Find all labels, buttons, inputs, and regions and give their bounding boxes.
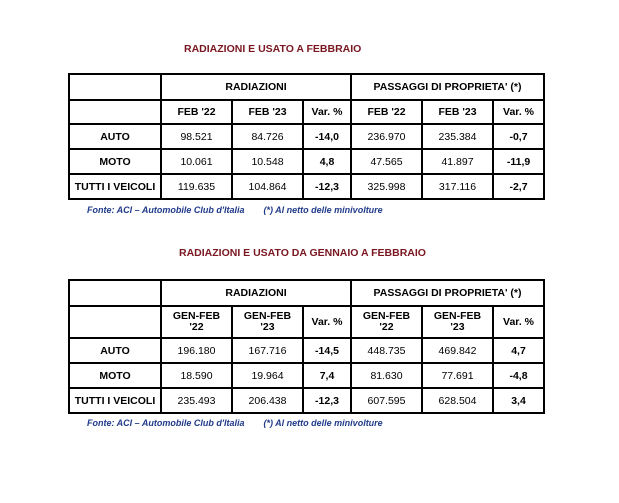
- table-cell: 607.595: [351, 388, 422, 413]
- table2-col-header: GEN-FEB '22: [351, 306, 422, 338]
- table1-title: RADIAZIONI E USATO A FEBBRAIO: [184, 43, 362, 55]
- table2-col-header: GEN-FEB '23: [232, 306, 303, 338]
- table-cell: 196.180: [161, 338, 232, 363]
- table1-corner: [69, 74, 161, 100]
- table1: [68, 73, 545, 200]
- table-cell: 469.842: [422, 338, 493, 363]
- table-row: [69, 174, 544, 199]
- table-cell: 235.384: [422, 124, 493, 149]
- table-cell: 206.438: [232, 388, 303, 413]
- table-cell: 77.691: [422, 363, 493, 388]
- table-cell: 448.735: [351, 338, 422, 363]
- table2-group-passaggi: PASSAGGI DI PROPRIETA' (*): [351, 280, 544, 306]
- table-cell: 18.590: [161, 363, 232, 388]
- table2-subheader-corner: [69, 306, 161, 338]
- table1-group-radiazioni: RADIAZIONI: [161, 74, 351, 100]
- row-label: TUTTI I VEICOLI: [69, 388, 161, 413]
- table-cell: 104.864: [232, 174, 303, 199]
- table-cell: 628.504: [422, 388, 493, 413]
- table1-subheader-corner: [69, 100, 161, 124]
- table-cell: 236.970: [351, 124, 422, 149]
- row-label: MOTO: [69, 363, 161, 388]
- table-cell: 81.630: [351, 363, 422, 388]
- table2-group-radiazioni: RADIAZIONI: [161, 280, 351, 306]
- table2-title: RADIAZIONI E USATO DA GENNAIO A FEBBRAIO: [179, 247, 426, 259]
- table-cell: 317.116: [422, 174, 493, 199]
- var-cell: -0,7: [493, 124, 544, 149]
- var-cell: -11,9: [493, 149, 544, 174]
- table1-note: [87, 205, 383, 215]
- var-cell: 3,4: [493, 388, 544, 413]
- var-cell: -14,0: [303, 124, 351, 149]
- table-cell: 235.493: [161, 388, 232, 413]
- var-cell: -4,8: [493, 363, 544, 388]
- var-cell: -14,5: [303, 338, 351, 363]
- table2-corner: [69, 280, 161, 306]
- table1-source: Fonte: ACI – Automobile Club d'Italia: [87, 205, 245, 215]
- table-cell: 119.635: [161, 174, 232, 199]
- table-cell: 10.061: [161, 149, 232, 174]
- table-row: [69, 363, 544, 388]
- table-cell: 98.521: [161, 124, 232, 149]
- var-cell: -12,3: [303, 388, 351, 413]
- table-row: [69, 124, 544, 149]
- table-cell: 10.548: [232, 149, 303, 174]
- table1-col-header: FEB '22: [351, 100, 422, 124]
- table2-footnote: (*) Al netto delle minivolture: [263, 418, 383, 428]
- table1-col-header: Var. %: [493, 100, 544, 124]
- table2: [68, 279, 545, 414]
- table1-col-header: FEB '23: [232, 100, 303, 124]
- table1-group-passaggi: PASSAGGI DI PROPRIETA' (*): [351, 74, 544, 100]
- table-row: [69, 338, 544, 363]
- table1-col-header: Var. %: [303, 100, 351, 124]
- table2-source: Fonte: ACI – Automobile Club d'Italia: [87, 418, 245, 428]
- var-cell: -12,3: [303, 174, 351, 199]
- table-cell: 325.998: [351, 174, 422, 199]
- table2-col-header: Var. %: [303, 306, 351, 338]
- table2-col-header: GEN-FEB '22: [161, 306, 232, 338]
- var-cell: 7,4: [303, 363, 351, 388]
- row-label: AUTO: [69, 338, 161, 363]
- table-cell: 167.716: [232, 338, 303, 363]
- table-cell: 41.897: [422, 149, 493, 174]
- row-label: AUTO: [69, 124, 161, 149]
- table2-note: [87, 418, 383, 428]
- table2-col-header: Var. %: [493, 306, 544, 338]
- table-row: [69, 388, 544, 413]
- row-label: TUTTI I VEICOLI: [69, 174, 161, 199]
- table1-col-header: FEB '23: [422, 100, 493, 124]
- var-cell: 4,7: [493, 338, 544, 363]
- table-cell: 84.726: [232, 124, 303, 149]
- table1-col-header: FEB '22: [161, 100, 232, 124]
- table1-footnote: (*) Al netto delle minivolture: [263, 205, 383, 215]
- row-label: MOTO: [69, 149, 161, 174]
- table-cell: 19.964: [232, 363, 303, 388]
- table-cell: 47.565: [351, 149, 422, 174]
- table2-col-header: GEN-FEB '23: [422, 306, 493, 338]
- var-cell: 4,8: [303, 149, 351, 174]
- table-row: [69, 149, 544, 174]
- var-cell: -2,7: [493, 174, 544, 199]
